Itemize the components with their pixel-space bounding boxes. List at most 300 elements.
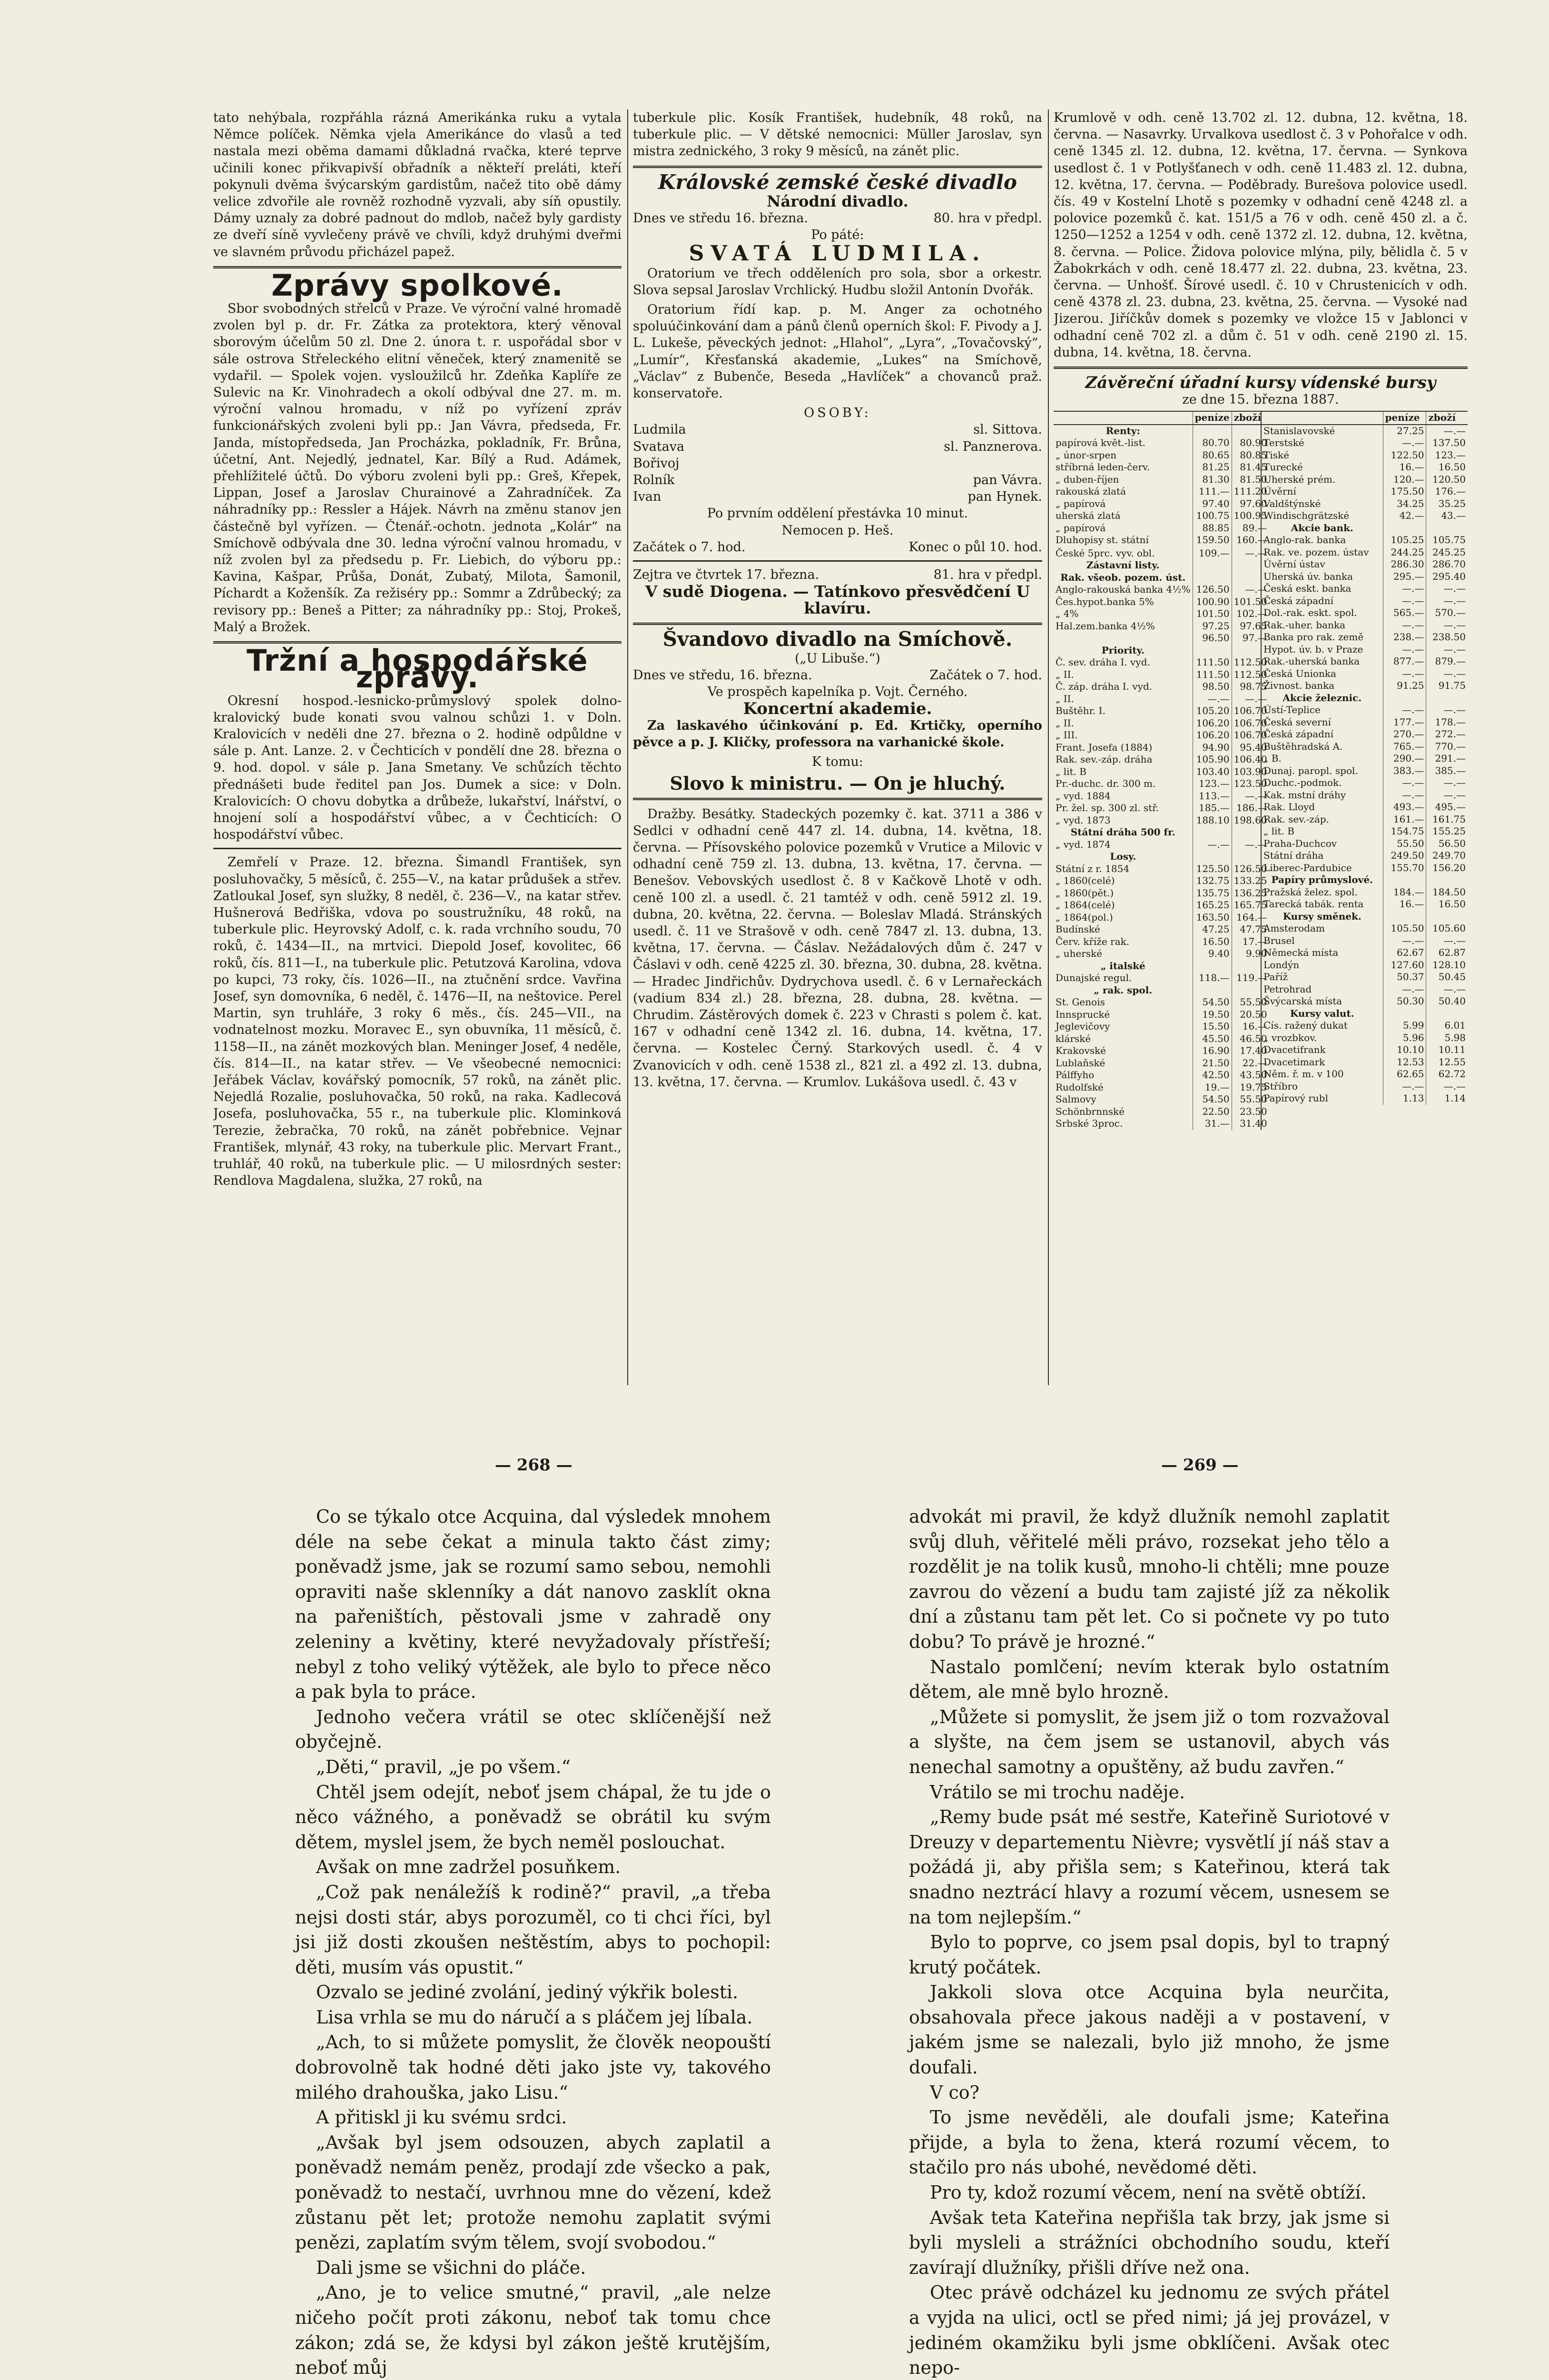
bursy-label: Pr. žel. sp. 300 zl. stř.	[1056, 802, 1159, 814]
bursy-row	[1262, 486, 1468, 498]
zejtra-line	[633, 566, 1042, 583]
bursy-row	[1054, 912, 1269, 924]
bursy-zbozi: 176.—	[1426, 486, 1468, 498]
bursy-row	[1262, 655, 1468, 668]
bursy-row	[1054, 522, 1269, 535]
bursy-row	[1054, 705, 1269, 717]
bursy-penize: —.—	[1383, 437, 1426, 449]
bursy-row	[1054, 1009, 1269, 1021]
bursy-label: Akcie železnic.	[1283, 692, 1362, 704]
bursy-zbozi: 272.—	[1426, 728, 1468, 741]
bursy-zbozi: 385.—	[1426, 765, 1468, 777]
bursy-zbozi: 47.75	[1232, 923, 1269, 936]
bursy-label: Česká severní	[1263, 716, 1331, 728]
novel-paragraph: advokát mi pravil, že když dlužník nemohl zaplatit svůj dluh, věřitelé měli právo, rozsekat jeho tělo a rozdělit je na tolik kusů, mnoho-li chtěli; mne pouze zavrou do vězení a budu tam zajisté jíž za několik dní a zůstanu tam pět let. Co si počnete vy po tuto dobu? To právě je hrozné.“	[909, 1506, 1390, 1652]
bursy-zbozi: 23.50	[1232, 1106, 1269, 1118]
bursy-zbozi: 5.98	[1426, 1032, 1468, 1044]
th-penize: peníze	[1383, 412, 1426, 425]
bursy-zbozi: 164.—	[1232, 912, 1269, 924]
bursy-row	[1054, 486, 1269, 498]
bursy-penize	[1193, 851, 1232, 863]
bursy-zbozi: 81.45	[1232, 461, 1269, 474]
bursy-row	[1054, 754, 1269, 766]
bursy-zbozi: 178.—	[1426, 716, 1468, 729]
novel-paragraph: Nastalo pomlčení; nevím kterak bylo ostatním dětem, ale mně bylo hrozně.	[909, 1656, 1390, 1703]
bursy-zbozi	[1426, 1008, 1468, 1020]
role-actor: pan Vávra.	[973, 473, 1042, 488]
bursy-penize: 123.—	[1193, 778, 1232, 790]
bursy-penize: 165.25	[1193, 899, 1232, 912]
bursy-penize	[1383, 911, 1426, 923]
bursy-penize: 94.90	[1193, 742, 1232, 754]
bursy-penize: 185.—	[1193, 802, 1232, 814]
bursy-penize: 100.90	[1193, 596, 1232, 608]
bursy-zbozi: 184.50	[1426, 886, 1468, 899]
novel-paragraph: To jsme nevěděli, ale doufali jsme; Kateřina přijde, a byla to žena, která rozumí věcem, to stačilo pro nás ubohé, nevědomé děti.	[909, 2107, 1390, 2178]
bursy-row	[1054, 875, 1269, 887]
bursy-zbozi: —.—	[1232, 839, 1269, 851]
bursy-zbozi: 106.70	[1232, 705, 1269, 717]
bursy-penize: 111.50	[1193, 669, 1232, 681]
bursy-label: Česká západní	[1263, 595, 1334, 606]
divider	[1054, 367, 1468, 369]
novel-paragraph: Ozvalo se jediné zvolání, jediný výkřik bolesti.	[316, 1982, 739, 2003]
bursy-label: Hal.zem.banka 4½%	[1056, 620, 1155, 632]
bursy-row	[1054, 778, 1269, 790]
bursy-zbozi: —.—	[1232, 790, 1269, 803]
bursy-row	[1054, 547, 1269, 560]
bursy-zbozi: 55.50	[1232, 996, 1269, 1009]
role-name: Bořivoj	[633, 456, 680, 471]
bursy-row	[1054, 717, 1269, 730]
bursy-label: „ 4%	[1056, 608, 1079, 620]
page-number-right: — 269 —	[1161, 1456, 1239, 1475]
bursy-zbozi: 198.60	[1232, 814, 1269, 827]
bursy-zbozi: —.—	[1232, 584, 1269, 596]
bursy-zbozi: 91.75	[1426, 680, 1468, 692]
bursy-zbozi: —.—	[1426, 583, 1468, 595]
bursy-penize: —.—	[1383, 789, 1426, 802]
bursy-label: Hypot. úv. b. v Praze	[1263, 643, 1363, 655]
bursy-zbozi: 19.75	[1232, 1081, 1269, 1094]
bursy-label: Švýcarská místa	[1263, 995, 1342, 1007]
bursy-penize: 54.50	[1193, 1093, 1232, 1106]
bursy-penize: 62.67	[1383, 947, 1426, 959]
bursy-zbozi: —.—	[1426, 668, 1468, 680]
bursy-label: Dunaj. paropl. spol.	[1263, 764, 1358, 776]
bursy-label: Rak.-uher. banka	[1263, 619, 1346, 631]
bursy-label: „ II.	[1056, 717, 1074, 729]
novel-paragraph: Jakkoli slova otce Acquina byla neurčita, obsahovala přece jakous naději a v postavení, v jakém jsme se nalezali, bylo již mnoho, že jsme doufali.	[909, 1982, 1390, 2078]
bursy-date: ze dne 15. března 1887.	[1182, 392, 1339, 407]
bursy-zbozi: 103.90	[1232, 766, 1269, 778]
bursy-zbozi: 119.—	[1232, 972, 1269, 984]
bursy-label: uherská zlatá	[1056, 510, 1121, 522]
bursy-zbozi: 55.50	[1232, 1093, 1269, 1106]
bursy-penize: 565.—	[1383, 607, 1426, 619]
bursy-zbozi: 22.—	[1232, 1057, 1269, 1070]
bursy-zbozi: —.—	[1426, 777, 1468, 789]
bursy-row	[1262, 498, 1468, 510]
bursy-label: Rak. všeob. pozem. úst.	[1060, 571, 1186, 583]
bursy-penize	[1383, 692, 1426, 704]
theatre-heading: Královské zemské české divadlo	[658, 170, 1017, 194]
bursy-label: Londýn	[1263, 959, 1300, 971]
bursy-label: klárské	[1056, 1032, 1091, 1044]
k-tomu: K tomu:	[812, 754, 863, 770]
bursy-penize	[1383, 874, 1426, 886]
bursy-penize: 98.50	[1193, 681, 1232, 693]
novel-paragraph: Jednoho večera vrátil se otec sklíčenější než obyčejně.	[295, 1706, 771, 1753]
date-line	[633, 210, 1042, 227]
slovo: Slovo k ministru. — On je hluchý.	[670, 773, 1006, 794]
bursy-label: „ 1864(pol.)	[1056, 911, 1113, 923]
bursy-row	[1054, 802, 1269, 814]
bursy-row	[1054, 437, 1269, 449]
role-actor: pan Hynek.	[967, 489, 1042, 505]
bursy-zbozi: 97.60	[1232, 498, 1269, 510]
bursy-label: Česká Unionka	[1263, 667, 1336, 679]
bursy-label: Uherská úv. banka	[1263, 570, 1353, 582]
bursy-penize: 81.25	[1193, 461, 1232, 474]
bursy-zbozi: 95.40	[1232, 742, 1269, 754]
bursy-label: Č. záp. dráha I. vyd.	[1056, 681, 1153, 693]
role-name: Ludmila	[633, 422, 686, 437]
bursy-row	[1054, 839, 1269, 851]
bursy-penize: 175.50	[1383, 486, 1426, 498]
bursy-penize: 50.30	[1383, 995, 1426, 1008]
bursy-row	[1054, 1093, 1269, 1106]
bursy-zbozi: 9.90	[1232, 948, 1269, 960]
bursy-row	[1262, 461, 1468, 474]
bursy-zbozi: 112.50	[1232, 656, 1269, 669]
bursy-label: Dol.-rak. eskt. spol.	[1263, 607, 1357, 619]
bursy-penize: 5.99	[1383, 1020, 1426, 1032]
bursy-row	[1054, 656, 1269, 669]
bursy-zbozi: 770.—	[1426, 741, 1468, 753]
bursy-penize: 19.50	[1193, 1009, 1232, 1021]
bursy-penize: 42.50	[1193, 1069, 1232, 1081]
bursy-zbozi: 295.40	[1426, 571, 1468, 583]
bursy-penize: 9.40	[1193, 948, 1232, 960]
zejtra-right: 81. hra v předpl.	[933, 567, 1042, 583]
bursy-penize	[1193, 645, 1232, 657]
bursy-penize: 125.50	[1193, 863, 1232, 875]
bursy-penize: 135.75	[1193, 887, 1232, 900]
bursy-label: Petrohrad	[1263, 983, 1312, 995]
svanda-date-line	[633, 667, 1042, 684]
bursy-label: Dvacetifrank	[1263, 1044, 1326, 1056]
bursy-penize: 45.50	[1193, 1033, 1232, 1045]
bursy-row	[1262, 850, 1468, 862]
bursy-zbozi: —.—	[1426, 1081, 1468, 1093]
bursy-label: „ vyd. 1874	[1056, 838, 1111, 850]
bursy-penize: 184.—	[1383, 886, 1426, 899]
bursy-zbozi: 106.70	[1232, 729, 1269, 742]
bursy-penize: 295.—	[1383, 571, 1426, 583]
bursy-penize: —.—	[1383, 595, 1426, 607]
bursy-row	[1262, 1081, 1468, 1093]
bursy-label: Buštěhradská A.	[1263, 740, 1343, 752]
bursy-table-right	[1262, 412, 1468, 1105]
bursy-penize: 163.50	[1193, 912, 1232, 924]
prestavka: Po prvním oddělení přestávka 10 minut.	[707, 506, 968, 521]
novel-paragraph: Dali jsme se všichni do pláče.	[316, 2257, 586, 2278]
bursy-penize: 249.50	[1383, 850, 1426, 862]
play-title: SVATÁ LUDMILA.	[689, 241, 987, 266]
bursy-penize: 97.40	[1193, 498, 1232, 510]
bursy-label: Kursy valut.	[1290, 1007, 1354, 1019]
role-name: Rolník	[633, 473, 675, 488]
bursy-row	[1262, 425, 1468, 437]
bursy-penize: 91.25	[1383, 680, 1426, 692]
bursy-row	[1262, 546, 1468, 559]
section-heading-trzni: Tržní a hospodářské zprávy.	[247, 643, 588, 695]
divider	[633, 560, 1042, 562]
bursy-label: Srbské 3proc.	[1056, 1118, 1123, 1130]
divider	[633, 623, 1042, 625]
bursy-penize: 106.20	[1193, 717, 1232, 730]
bursy-penize: —.—	[1383, 777, 1426, 789]
th-zbozi: zboží	[1426, 412, 1468, 425]
th-blank	[1054, 412, 1193, 425]
bursy-penize: —.—	[1193, 693, 1232, 705]
bursy-zbozi: —.—	[1426, 619, 1468, 632]
bursy-row	[1262, 935, 1468, 947]
role-name: Ivan	[633, 489, 661, 505]
article-krumlov: Krumlově v odh. ceně 13.702 zl. 12. dubna, 12. května, 18. června. — Nasavrky. Urvalkova usedlost č. 3 v Pohořalce v odh. ceně 1345 zl. 12. dubna, 12. května, 17. června. — Synkova usedlost č. 1 v Potlyšťanech v odh. ceně 11.483 zl. 12. dubna, 12. května, 17. června. — Poděbrady. Burešova polovice usedl. čís. 49 v Kostelní Lhotě s pozemky v odhadní ceně 4248 zl. a polovice pozemků č. kat. 151/5 a 76 v odh. ceně 450 zl. a č. 1250—1252 a 1254 v odh. ceně 1372 zl. 12. dubna, 12. května, 8. června. — Police. Židova polovice mlýna, pily, bělidla č. 5 v Žabokrkách v odh. ceně 18.477 zl. 22. dubna, 23. května, 23. června. — Unhošť. Šírové usedl. č. 10 v Chrustenicích v odh. ceně 4378 zl. 23. dubna, 23. května, 25. června. — Vysoké nad Jizerou. Jiříčkův domek s pozemky ve vložce 15 v Jablonci v odhadní ceně 702 zl. a dům č. 51 v odh. ceně 2190 zl. 15. dubna, 14. května, 18. června.	[1054, 110, 1468, 360]
bursy-penize: 122.50	[1383, 449, 1426, 462]
bursy-penize: 113.—	[1193, 790, 1232, 803]
bursy-label: Rak. sev.-záp.	[1263, 813, 1330, 825]
bursy-label: „ II.	[1056, 693, 1074, 704]
bursy-label: Státní z r. 1854	[1056, 863, 1130, 874]
bursy-row	[1262, 874, 1468, 886]
bursy-row	[1054, 572, 1269, 584]
novel-paragraph: Avšak on mne zadržel posuňkem.	[316, 1856, 621, 1878]
bursy-row	[1054, 887, 1269, 900]
bursy-row	[1054, 851, 1269, 863]
bursy-penize: 159.50	[1193, 534, 1232, 546]
bursy-zbozi: 97.—	[1232, 632, 1269, 645]
bursy-penize: 22.50	[1193, 1106, 1232, 1118]
novel-paragraph: Otec právě odcházel ku jednomu ze svých přátel a vyjda na ulici, octl se před nimi; já jej provázel, v jediném okamžiku byli jsme obklíčeni. Avšak otec nepo-	[909, 2282, 1390, 2379]
bursy-penize: —.—	[1383, 668, 1426, 680]
bursy-label: Stanislavovské	[1263, 425, 1335, 436]
bursy-row	[1054, 596, 1269, 608]
bursy-label: Rak.-uherská banka	[1263, 655, 1360, 667]
bursy-label: Papírový rubl	[1263, 1092, 1328, 1104]
bursy-label: Úvěrní	[1263, 486, 1296, 497]
bursy-row	[1054, 559, 1269, 572]
bursy-label: „ papírová	[1056, 497, 1106, 509]
bursy-label: Dluhopisy st. státní	[1056, 534, 1149, 546]
bursy-label: Losy.	[1110, 851, 1136, 863]
bursy-row	[1262, 1056, 1468, 1069]
bursy-label: Buštěhr. I.	[1056, 705, 1105, 717]
bursy-label: „ uherské	[1056, 948, 1103, 960]
bursy-row	[1262, 1068, 1468, 1081]
bursy-row	[1262, 898, 1468, 911]
bursy-row	[1262, 1032, 1468, 1044]
bursy-penize: 101.50	[1193, 608, 1232, 620]
bursy-penize: 1.13	[1383, 1092, 1426, 1105]
bursy-penize	[1383, 522, 1426, 535]
bursy-penize: 270.—	[1383, 728, 1426, 741]
bursy-row	[1054, 510, 1269, 522]
bursy-penize: 100.75	[1193, 510, 1232, 522]
bursy-row	[1262, 692, 1468, 704]
bursy-row	[1054, 449, 1269, 462]
bursy-label: Pr.-duchc. dr. 300 m.	[1056, 778, 1156, 790]
bursy-label: Innsprucké	[1056, 1008, 1110, 1020]
bursy-penize: 96.50	[1193, 632, 1232, 645]
bursy-label: „ III.	[1056, 729, 1078, 741]
bursy-penize: 106.20	[1193, 729, 1232, 742]
bursy-label: Turecké	[1263, 461, 1303, 473]
date-right: 80. hra v předpl.	[933, 211, 1042, 226]
bursy-penize: 244.25	[1383, 546, 1426, 559]
bursy-penize: 16.—	[1383, 898, 1426, 911]
novel-paragraph: V co?	[930, 2082, 980, 2103]
bursy-zbozi: 10.11	[1426, 1044, 1468, 1056]
bursy-label: Brusel	[1263, 934, 1295, 946]
bursy-row	[1262, 911, 1468, 923]
bursy-zbozi: 62.87	[1426, 947, 1468, 959]
bursy-zbozi: 16.50	[1426, 898, 1468, 911]
bursy-row	[1262, 1008, 1468, 1020]
bursy-penize: 286.30	[1383, 558, 1426, 571]
bursy-penize: 154.75	[1383, 825, 1426, 838]
bursy-row	[1262, 571, 1468, 583]
bursy-zbozi: 16.50	[1426, 461, 1468, 474]
role-row	[633, 421, 1042, 438]
bursy-zbozi: —.—	[1426, 704, 1468, 716]
bursy-zbozi: 16.—	[1232, 1021, 1269, 1033]
divider	[633, 166, 1042, 168]
bursy-row	[1262, 522, 1468, 535]
bursy-row	[1054, 996, 1269, 1009]
bursy-zbozi: 20.50	[1232, 1009, 1269, 1021]
nemocen: Nemocen p. Heš.	[781, 523, 894, 538]
bursy-label: Česká západní	[1263, 728, 1334, 740]
bursy-zbozi: 31.40	[1232, 1118, 1269, 1130]
bursy-penize: —.—	[1383, 583, 1426, 595]
novel-paragraph: Pro ty, kdož rozumí věcem, není na světě obtíží.	[930, 2182, 1367, 2203]
po-pate: Po páté:	[811, 228, 864, 243]
bursy-zbozi: 291.—	[1426, 753, 1468, 765]
bursy-label: České 5prc. vyv. obl.	[1056, 547, 1155, 559]
bursy-penize	[1383, 1008, 1426, 1020]
bursy-penize: 238.—	[1383, 631, 1426, 644]
svanda-heading: Švandovo divadlo na Smíchově.	[662, 627, 1013, 651]
bursy-zbozi: —.—	[1426, 789, 1468, 802]
bursy-label: Dvacetimark	[1263, 1056, 1325, 1068]
bursy-penize: —.—	[1383, 983, 1426, 996]
bursy-row	[1262, 474, 1468, 486]
bursy-zbozi: 249.70	[1426, 850, 1468, 862]
bursy-row	[1262, 668, 1468, 680]
bursy-row	[1054, 863, 1269, 875]
bursy-row	[1054, 1021, 1269, 1033]
article-drazby: Dražby. Besátky. Stadeckých pozemky č. kat. 3711 a 386 v Sedlci v odhadní ceně 447 zl. 14. dubna, 14. května, 18. června. — Přísovského polovice pozemků v Vrutice a Milovic v odhadní ceně 759 zl. 13. dubna, 13. května, 17. června. — Benešov. Vebovských usedlost č. 8 v Kačkově Lhotě v odh. ceně 100 zl. a usedl. č. 21 tamtéž v odh. ceně 5912 zl. 19. dubna, 20. května, 22. června. — Boleslav Mladá. Stránských usedl. č. 11 ve Strašově v odh. ceně 7847 zl. 13. dubna, 13. května, 17. června. — Čáslav. Nežádalových dům č. 247 v Čáslavi v odh. ceně 4225 zl. 30. března, 30. dubna, 28. května. — Hradec Jindřichův. Dydrychova usedl. č. 6 v Lernařeckách (vadium 834 zl.) 28. března, 28. dubna, 28. května. — Chrudim. Zástěrových domek č. 223 v Chrasti s polem č. kat. 167 v odhadní ceně 1342 zl. 16. dubna, 14. května, 17. června. — Kostelec Černý. Starkových usedl. č. 4 v Zvanovicích v odh. ceně 1538 zl., 821 zl. a 492 zl. 13. dubna, 13. května, 17. června. — Krumlov. Lukášova usedl. č. 43 v	[633, 806, 1042, 1090]
bursy-row	[1262, 619, 1468, 632]
date-left: Dnes ve středu 16. března.	[633, 211, 809, 226]
bursy-label: „ vyd. 1873	[1056, 814, 1111, 826]
bursy-row	[1262, 437, 1468, 449]
bursy-tables	[1054, 411, 1468, 1130]
bursy-row	[1054, 1033, 1269, 1045]
bursy-penize: 19.—	[1193, 1081, 1232, 1094]
zacatek-line	[633, 539, 1042, 555]
bursy-zbozi: 62.72	[1426, 1068, 1468, 1081]
bursy-zbozi: 89.—	[1232, 522, 1269, 535]
bursy-penize: 105.90	[1193, 754, 1232, 766]
bursy-zbozi: 50.45	[1426, 971, 1468, 983]
bursy-row	[1262, 922, 1468, 935]
novel-paragraph: Co se týkalo otce Acquina, dal výsledek mnohem déle na sebe čekat a minula takto část zimy; poněvadž jsme, jak se rozumí samo sebou, nemohli opraviti naše sklenníky a dát nanovo zasklít okna na pařeništích, pěstovali jsme v zahradě ony zeleniny a květiny, které nevyžadovaly přístřeší; nebyl z toho veliký výtěžek, ale bylo to přece něco a pak byla to práce.	[295, 1506, 771, 1703]
column-2	[633, 109, 1042, 1385]
bursy-zbozi: —.—	[1232, 547, 1269, 560]
bursy-row	[1262, 631, 1468, 644]
bursy-row	[1054, 936, 1269, 948]
novel-paragraph: „Což pak nenáležíš k rodině?“ pravil, „a třeba nejsi dosti stár, abys porozuměl, co ti chci říci, byl jsi již dosti zkoušen neštěstím, abys to pochopil: děti, musím vás opustit.“	[295, 1881, 771, 1978]
bursy-penize: —.—	[1383, 1081, 1426, 1093]
bursy-penize: 80.70	[1193, 437, 1232, 449]
bursy-row	[1262, 741, 1468, 753]
bursy-row	[1054, 1045, 1269, 1057]
bursy-label: Cís. ražený dukat	[1263, 1020, 1348, 1031]
novel-paragraph: A přitiskl ji ku svému srdci.	[316, 2107, 567, 2128]
bursy-zbozi: 56.50	[1426, 838, 1468, 850]
bursy-penize	[1193, 960, 1232, 972]
bursy-label: Anglo-rakouská banka 4½%	[1056, 584, 1191, 595]
bursy-zbozi: 161.75	[1426, 813, 1468, 826]
bursy-zbozi	[1426, 874, 1468, 886]
bursy-zbozi: 106.70	[1232, 717, 1269, 730]
novel-page-left	[295, 1504, 771, 2380]
bursy-row	[1262, 558, 1468, 571]
bursy-row	[1054, 681, 1269, 693]
prospech: Ve prospěch kapelníka p. Vojt. Černého.	[707, 684, 968, 700]
bursy-label: Banka pro rak. země	[1263, 631, 1364, 643]
bursy-label: Jeglevičovy	[1056, 1021, 1110, 1032]
bursy-row	[1054, 632, 1269, 645]
column-rule	[1048, 109, 1049, 1385]
novel-paragraph: „Remy bude psát mé sestře, Kateřině Suriotové v Dreuzy v departementu Nièvre; vysvětlí jí náš stav a požádá ji, aby přišla sem; s Kateřinou, která tak snadno neztrácí hlavy a rozumí věcem, usnesem se na tom nejlepším.“	[909, 1806, 1390, 1928]
bursy-label: papírová květ.-list.	[1056, 437, 1145, 449]
novel-paragraph: Avšak teta Kateřina nepřišla tak brzy, jak jsme si byli mysleli a strážníci obchodního soudu, kteří zavírají dlužníky, přišli dříve než ona.	[909, 2207, 1390, 2278]
bursy-row	[1262, 789, 1468, 802]
novel-paragraph: „Avšak byl jsem odsouzen, abych zaplatil a poněvadž nemám peněz, prodají zde všecko a pak, poněvadž to nestačí, uvrhnou mne do vězení, kdež zůstanu pět let; protože nemohu zaplatit svými penězi, zaplatím svým tělem, svojí svobodou.“	[295, 2132, 771, 2253]
bursy-zbozi: 106.40	[1232, 754, 1269, 766]
bursy-label: „ 1860(celé)	[1056, 875, 1115, 887]
bursy-label: Kak. mstní dráhy	[1263, 789, 1346, 801]
bursy-row	[1262, 704, 1468, 716]
bursy-label: St. Genois	[1056, 996, 1105, 1008]
bursy-penize: 383.—	[1383, 765, 1426, 777]
bursy-row	[1262, 825, 1468, 838]
bursy-label: Frant. Josefa (1884)	[1056, 741, 1153, 753]
bursy-penize: 81.30	[1193, 474, 1232, 486]
bursy-label: „ vrozbkov.	[1263, 1031, 1317, 1043]
bursy-zbozi: 105.60	[1426, 922, 1468, 935]
bursy-row	[1262, 1020, 1468, 1032]
bursy-penize: —.—	[1383, 619, 1426, 632]
bursy-row	[1262, 813, 1468, 826]
bursy-row	[1262, 983, 1468, 996]
bursy-penize	[1193, 826, 1232, 839]
